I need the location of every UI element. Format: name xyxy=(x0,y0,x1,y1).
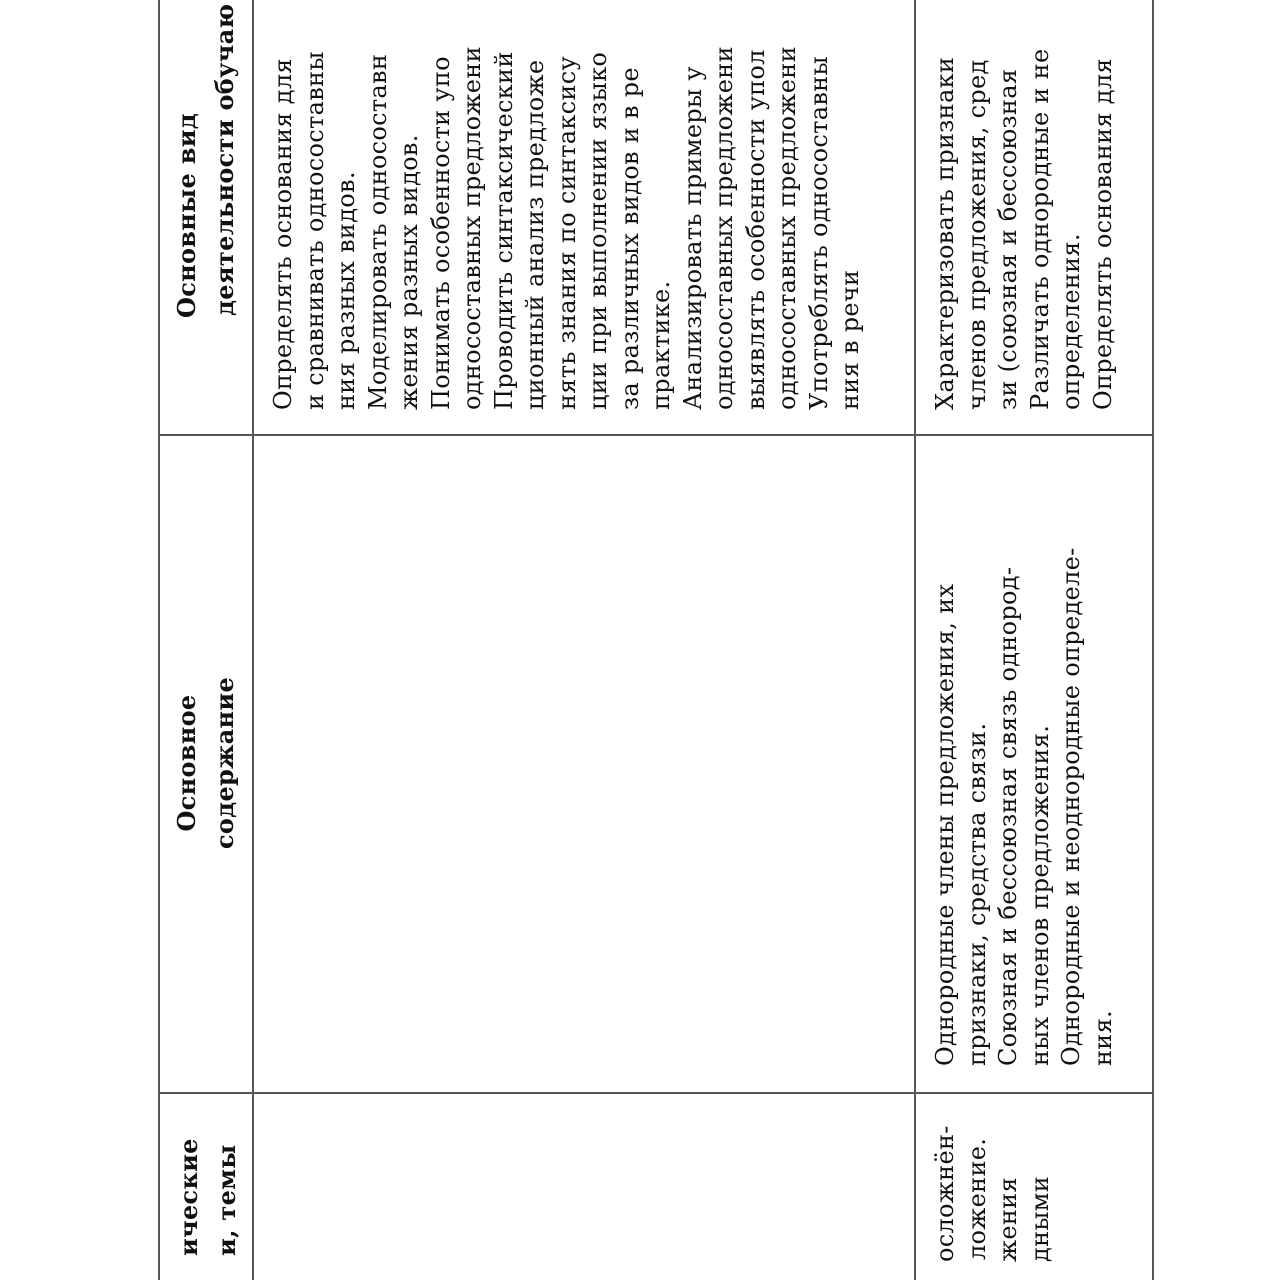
activity-line: выявлять особенности упол xyxy=(741,49,770,410)
activity-line: Различать однородные и не xyxy=(1025,48,1054,410)
topic-line: осложнён- xyxy=(931,1125,959,1262)
header-topics-line: и, темы xyxy=(212,1144,241,1256)
activity-line: и сравнивать односоставны xyxy=(300,51,329,410)
activity-line: Характеризовать признаки xyxy=(931,56,959,410)
topic-line: жения xyxy=(994,1177,1022,1262)
header-divider xyxy=(252,0,254,1280)
activity-line: жения разных видов. xyxy=(395,134,423,410)
activity-line: практике. xyxy=(647,280,675,410)
activity-line: Употреблять односоставны xyxy=(804,56,833,410)
activity-line: Определять основания для xyxy=(1088,58,1117,410)
row2-topics-cell xyxy=(930,1125,1056,1280)
content-line: Союзная и бессоюзная связь однород- xyxy=(994,566,1022,1066)
row1-activities-cell xyxy=(268,46,867,410)
activity-line: односоставных предложени xyxy=(458,46,486,410)
activity-line: Моделировать односоставн xyxy=(363,53,392,410)
content-line: Однородные члены предложения, их xyxy=(931,583,959,1066)
activity-line: Понимать особенности упо xyxy=(426,56,455,410)
header-main-content-line: Основное xyxy=(172,694,201,832)
topic-line: ложение. xyxy=(962,1137,991,1260)
column-divider-upper xyxy=(158,434,1154,436)
activity-line: нять знания по синтаксису xyxy=(552,56,581,410)
activity-line: односоставных предложени xyxy=(773,46,801,410)
header-topics xyxy=(170,1138,246,1280)
activity-line: односоставных предложени xyxy=(710,46,738,410)
row-divider xyxy=(914,0,916,1280)
activity-line: ционный анализ предложе xyxy=(521,59,549,410)
header-activities-line: деятельности обучаю xyxy=(210,3,239,316)
content-line: признаки, средства связи. xyxy=(962,722,991,1066)
content-line: ных членов предложения. xyxy=(1025,724,1054,1066)
header-activities-line: Основные вид xyxy=(172,112,201,318)
activity-line: определения. xyxy=(1057,233,1085,410)
topic-line: дными xyxy=(1025,1175,1054,1262)
header-topics-line: ические xyxy=(174,1138,203,1256)
row2-activities-cell xyxy=(930,49,1119,410)
content-line: Однородные и неоднородные определе- xyxy=(1057,547,1085,1066)
activity-line: ния в речи xyxy=(836,269,864,410)
row2-content-cell xyxy=(930,548,1119,1066)
activity-line: ния разных видов. xyxy=(332,171,360,410)
header-main-content-line: содержание xyxy=(210,676,239,850)
activity-line: за различных видов и в ре xyxy=(615,67,644,410)
activity-line: Определять основания для xyxy=(269,58,297,410)
content-line: ния. xyxy=(1088,1010,1117,1066)
activity-line: Проводить синтаксический xyxy=(489,51,518,410)
header-main-content xyxy=(168,436,244,1090)
table-border-left xyxy=(158,0,160,1280)
header-activities xyxy=(168,0,244,432)
activity-line: ции при выполнении языко xyxy=(584,51,612,410)
activity-line: Анализировать примеры у xyxy=(678,66,707,410)
activity-line: зи (союзная и бессоюзная xyxy=(994,68,1022,410)
column-divider-lower xyxy=(158,1092,1154,1094)
activity-line: членов предложения, сред xyxy=(962,59,991,410)
table-border-right xyxy=(1152,0,1154,1280)
